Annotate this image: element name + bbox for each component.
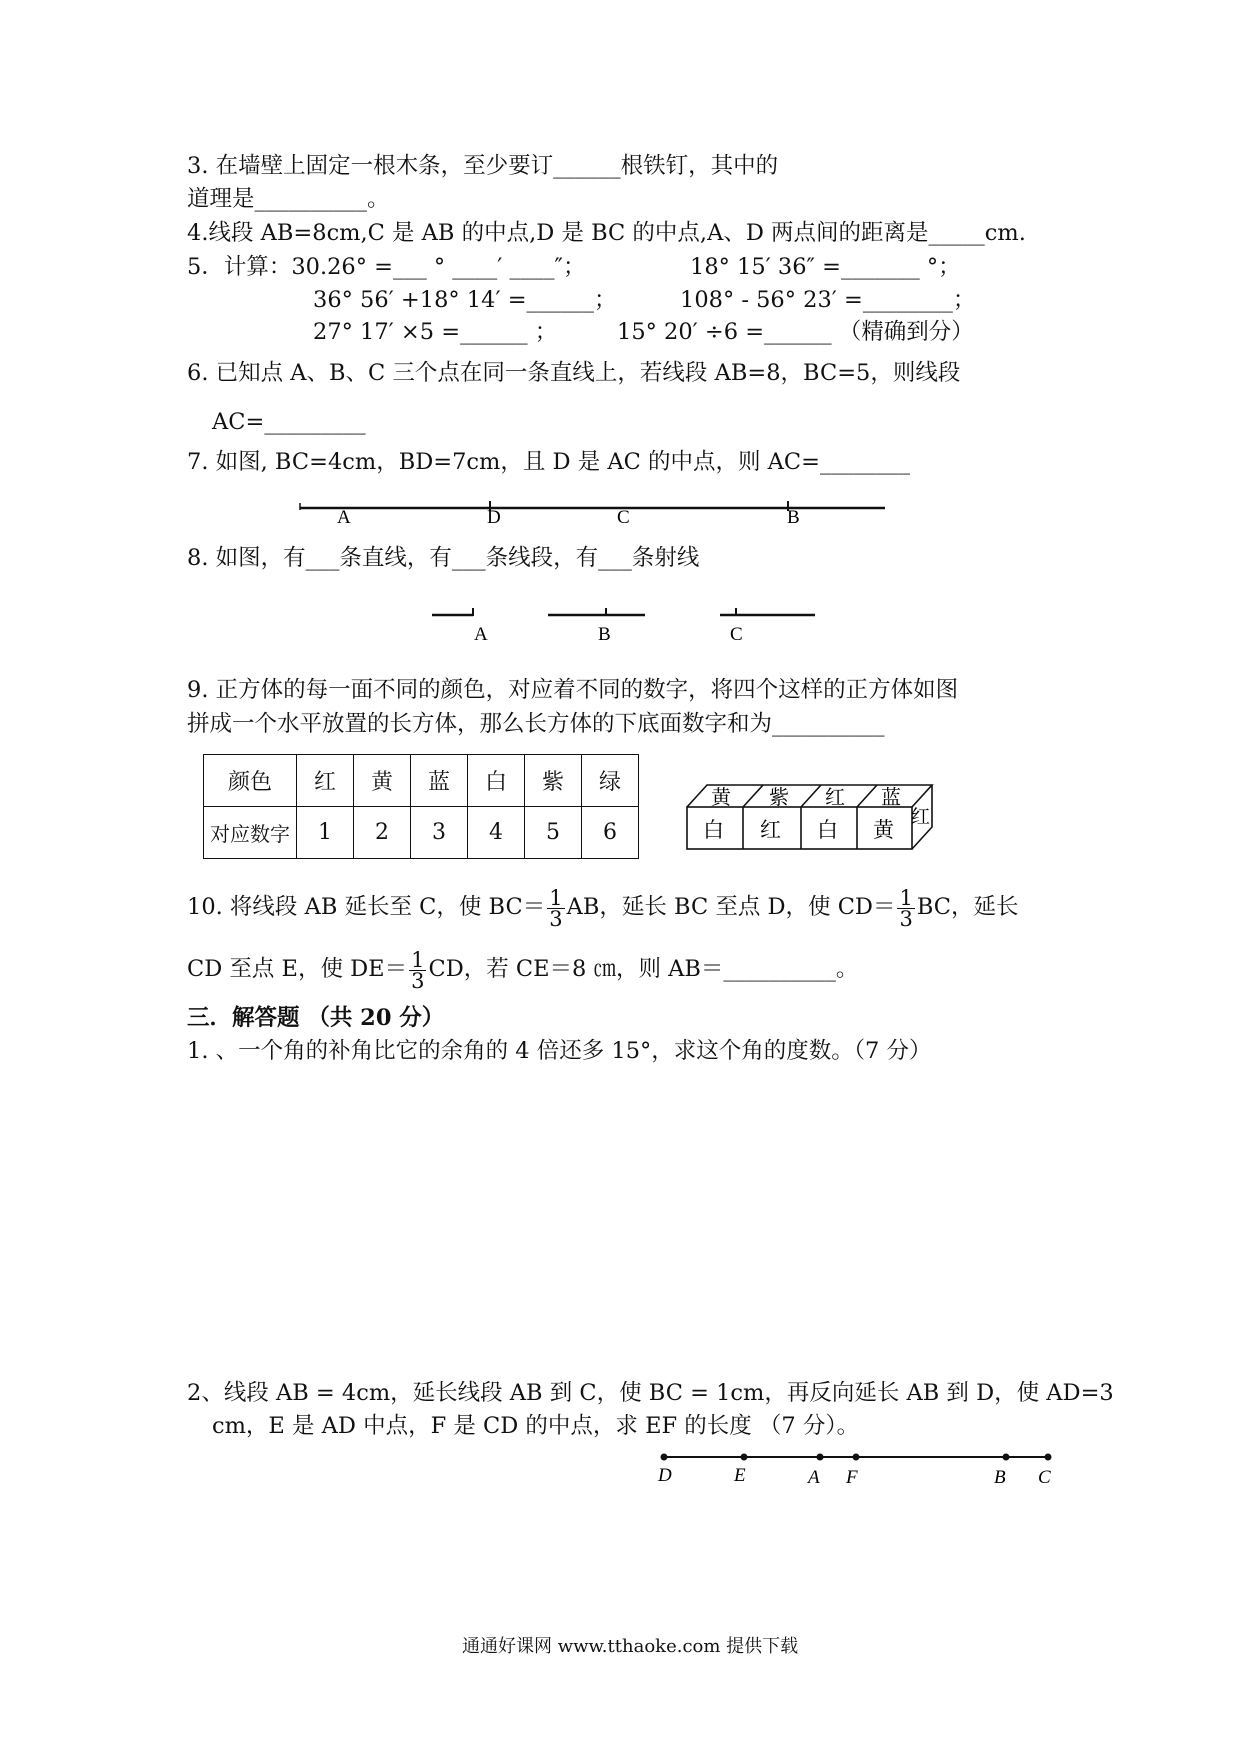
table-number-cell: 1 [297, 807, 354, 859]
q10-line2 [187, 945, 858, 993]
q4-text: 4.线段 AB=8cm,C 是 AB 的中点,D 是 BC 的中点,A、D 两点间的距离是_____cm. [187, 220, 1026, 246]
s2-line1: 2、线段 AB = 4cm，延长线段 AB 到 C，使 BC = 1cm，再反向延长 AB 到 D，使 AD=3 [187, 1380, 1114, 1406]
s2-point-f: F [846, 1467, 858, 1488]
cube-top-label: 黄 [711, 785, 731, 809]
table-color-cell: 黄 [354, 755, 411, 807]
section-title: 三．解答题 （共 20 分） [187, 1005, 445, 1031]
q6-line1: 6. 已知点 A、B、C 三个点在同一条直线上，若线段 AB=8，BC=5，则线段 [187, 360, 961, 386]
table-number-cell: 6 [582, 807, 639, 859]
q10-text-c: BC，延长 [916, 894, 1019, 920]
q5-line2a: 36° 56′ +18° 14′ =______； [313, 287, 617, 313]
cuboid-figure [685, 775, 945, 855]
table-number-cell: 2 [354, 807, 411, 859]
q9-line2: 拼成一个水平放置的长方体，那么长方体的下底面数字和为__________ [187, 711, 885, 737]
q9-line1: 9. 正方体的每一面不同的颜色，对应着不同的数字，将四个这样的正方体如图 [187, 677, 959, 703]
q5-line2b: 108° - 56° 23′ =________； [680, 287, 976, 313]
fraction-one-third: $\frac{1}{3}$ [549, 885, 563, 931]
table-color-cell: 绿 [582, 755, 639, 807]
cube-front-label: 白 [817, 818, 838, 842]
q6-line2: AC=_________ [212, 409, 366, 435]
cube-side-label: 红 [911, 806, 931, 828]
q10-text-a: 10. 将线段 AB 延长至 C，使 BC＝ [187, 894, 546, 920]
table-color-cell: 白 [468, 755, 525, 807]
q5-line3a: 27° 17′ ×5 =______ ； [313, 319, 558, 345]
table-header-color: 颜色 [204, 755, 297, 807]
s2-point-c: C [1038, 1467, 1051, 1488]
fraction-one-third: $\frac{1}{3}$ [411, 947, 425, 993]
s2-point-e: E [734, 1465, 746, 1486]
q7-point-b: B [787, 507, 800, 528]
table-color-cell: 蓝 [411, 755, 468, 807]
q8-text: 8. 如图，有___条直线，有___条线段，有___条射线 [187, 545, 700, 571]
cube-top-label: 红 [825, 785, 845, 809]
cube-front-label: 白 [703, 818, 724, 842]
q8-point-c: C [730, 624, 743, 645]
q3-line2: 道理是__________。 [187, 186, 390, 212]
color-number-table [203, 754, 639, 859]
q3-line1: 3. 在墙壁上固定一根木条，至少要订______根铁钉，其中的 [187, 153, 779, 179]
s2-point-b: B [994, 1467, 1006, 1488]
q10-text-e: CD，若 CE＝8 ㎝，则 AB＝__________。 [428, 956, 859, 982]
q5-line1b: 18° 15′ 36″ =_______ °； [690, 254, 961, 280]
q5-line1a: 5．计算：30.26° =___ ° ____′ ____″； [187, 254, 586, 280]
q7-text: 7. 如图, BC=4cm，BD=7cm，且 D 是 AC 的中点，则 AC=________ [187, 449, 910, 475]
cube-front-label: 红 [760, 818, 781, 842]
cube-top-label: 紫 [769, 785, 789, 809]
table-header-number: 对应数字 [204, 807, 297, 859]
q7-figure [295, 493, 895, 533]
q8-point-a: A [474, 624, 488, 645]
q7-point-d: D [487, 507, 501, 528]
cube-front-label: 黄 [873, 818, 894, 842]
cube-top-label: 蓝 [881, 785, 901, 809]
table-color-cell: 红 [297, 755, 354, 807]
s2-point-d: D [658, 1465, 672, 1486]
q10-text-b: AB，延长 BC 至点 D，使 CD＝ [566, 894, 896, 920]
q7-point-a: A [337, 507, 351, 528]
table-number-cell: 4 [468, 807, 525, 859]
s2-point-a: A [808, 1467, 820, 1488]
q8-point-b: B [598, 624, 611, 645]
table-number-cell: 3 [411, 807, 468, 859]
table-number-cell: 5 [525, 807, 582, 859]
q7-point-c: C [617, 507, 630, 528]
footer-text: 通通好课网 www.tthaoke.com 提供下载 [462, 1636, 799, 1657]
q8-figure [430, 600, 820, 650]
q10-text-d: CD 至点 E，使 DE＝ [187, 956, 408, 982]
s2-figure [650, 1445, 1070, 1495]
q10-line1 [187, 883, 1019, 931]
fraction-one-third: $\frac{1}{3}$ [899, 885, 913, 931]
s2-line2: cm，E 是 AD 中点，F 是 CD 的中点，求 EF 的长度 （7 分）。 [212, 1413, 860, 1439]
s1-text: 1. 、一个角的补角比它的余角的 4 倍还多 15°，求这个角的度数。（7 分） [187, 1038, 932, 1064]
q5-line3b: 15° 20′ ÷6 =______ （精确到分） [617, 319, 974, 345]
table-color-cell: 紫 [525, 755, 582, 807]
